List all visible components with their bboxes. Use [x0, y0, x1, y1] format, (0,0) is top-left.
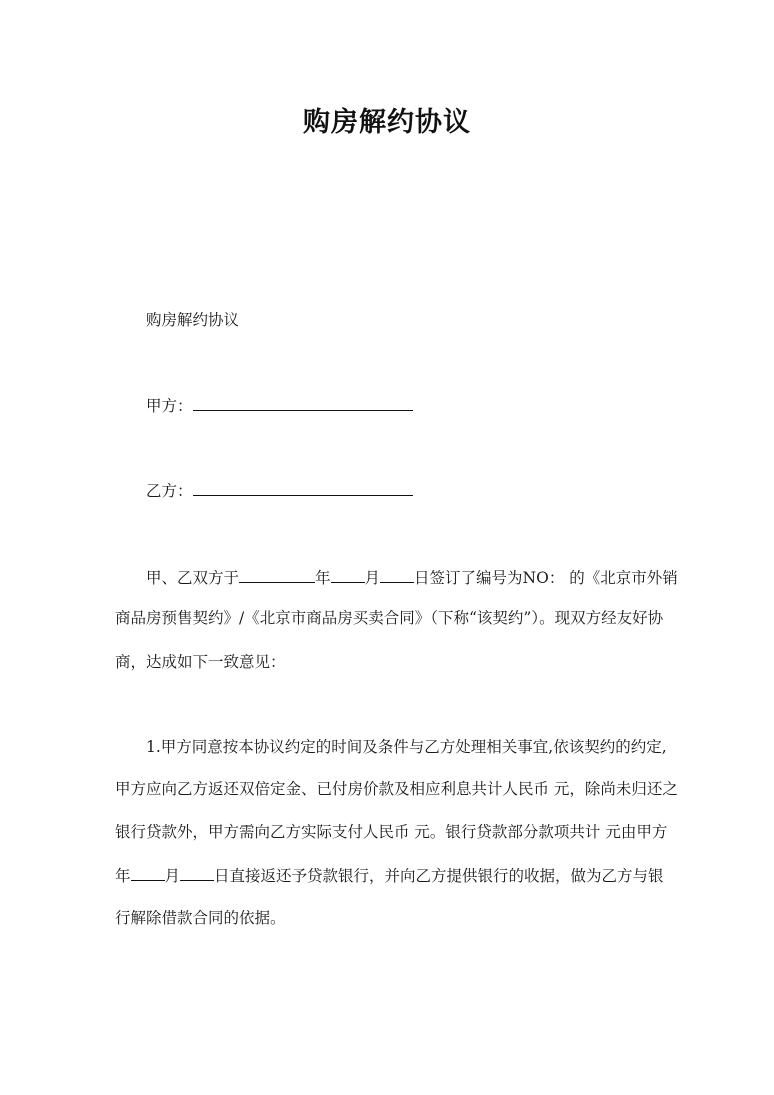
party-b-line: [146, 479, 691, 502]
repay-month-blank: [131, 864, 165, 881]
party-a-line: [146, 394, 691, 417]
para2-line3: 银行贷款外，甲方需向乙方实际支付人民币 元。银行贷款部分款项共计 元由甲方: [115, 823, 668, 841]
para2-text-c: 日直接返还予贷款银行，并向乙方提供银行的收据，做为乙方与银: [214, 867, 664, 885]
para2-line1: 1.甲方同意按本协议约定的时间及条件与乙方处理相关事宜,依该契约的约定,: [146, 738, 667, 756]
date-day-blank: [380, 566, 414, 583]
para1-text-month: 月: [364, 569, 381, 587]
para1-text-d: 日签订了编号为NO： 的《北京市外销: [414, 569, 678, 587]
date-year-blank: [239, 566, 315, 583]
para1-text-a: 甲、乙双方于: [146, 569, 240, 587]
para1-line3: 商，达成如下一致意见：: [115, 653, 286, 671]
date-month-blank: [331, 566, 365, 583]
para2-line2: 甲方应向乙方返还双倍定金、已付房价款及相应利息共计人民币 元，除尚未归还之: [115, 780, 678, 798]
para1-line1: [146, 566, 678, 589]
repay-day-blank: [180, 864, 214, 881]
document-subtitle: 购房解约协议: [146, 311, 240, 329]
para2-text-year: 年: [115, 867, 131, 885]
para1-line2: 商品房预售契约》/《北京市商品房买卖合同》（下称“该契约”）。现双方经友好协: [115, 609, 664, 627]
para2-line4: [115, 864, 664, 887]
document-title: 购房解约协议: [303, 107, 471, 138]
party-a-blank: [193, 394, 413, 411]
party-a-label: 甲方：: [146, 397, 193, 415]
para2-text-month: 月: [164, 867, 181, 885]
para2-line5: 行解除借款合同的依据。: [115, 909, 286, 927]
party-b-blank: [193, 479, 413, 496]
para1-text-year: 年: [315, 569, 331, 587]
party-b-label: 乙方：: [146, 482, 193, 500]
